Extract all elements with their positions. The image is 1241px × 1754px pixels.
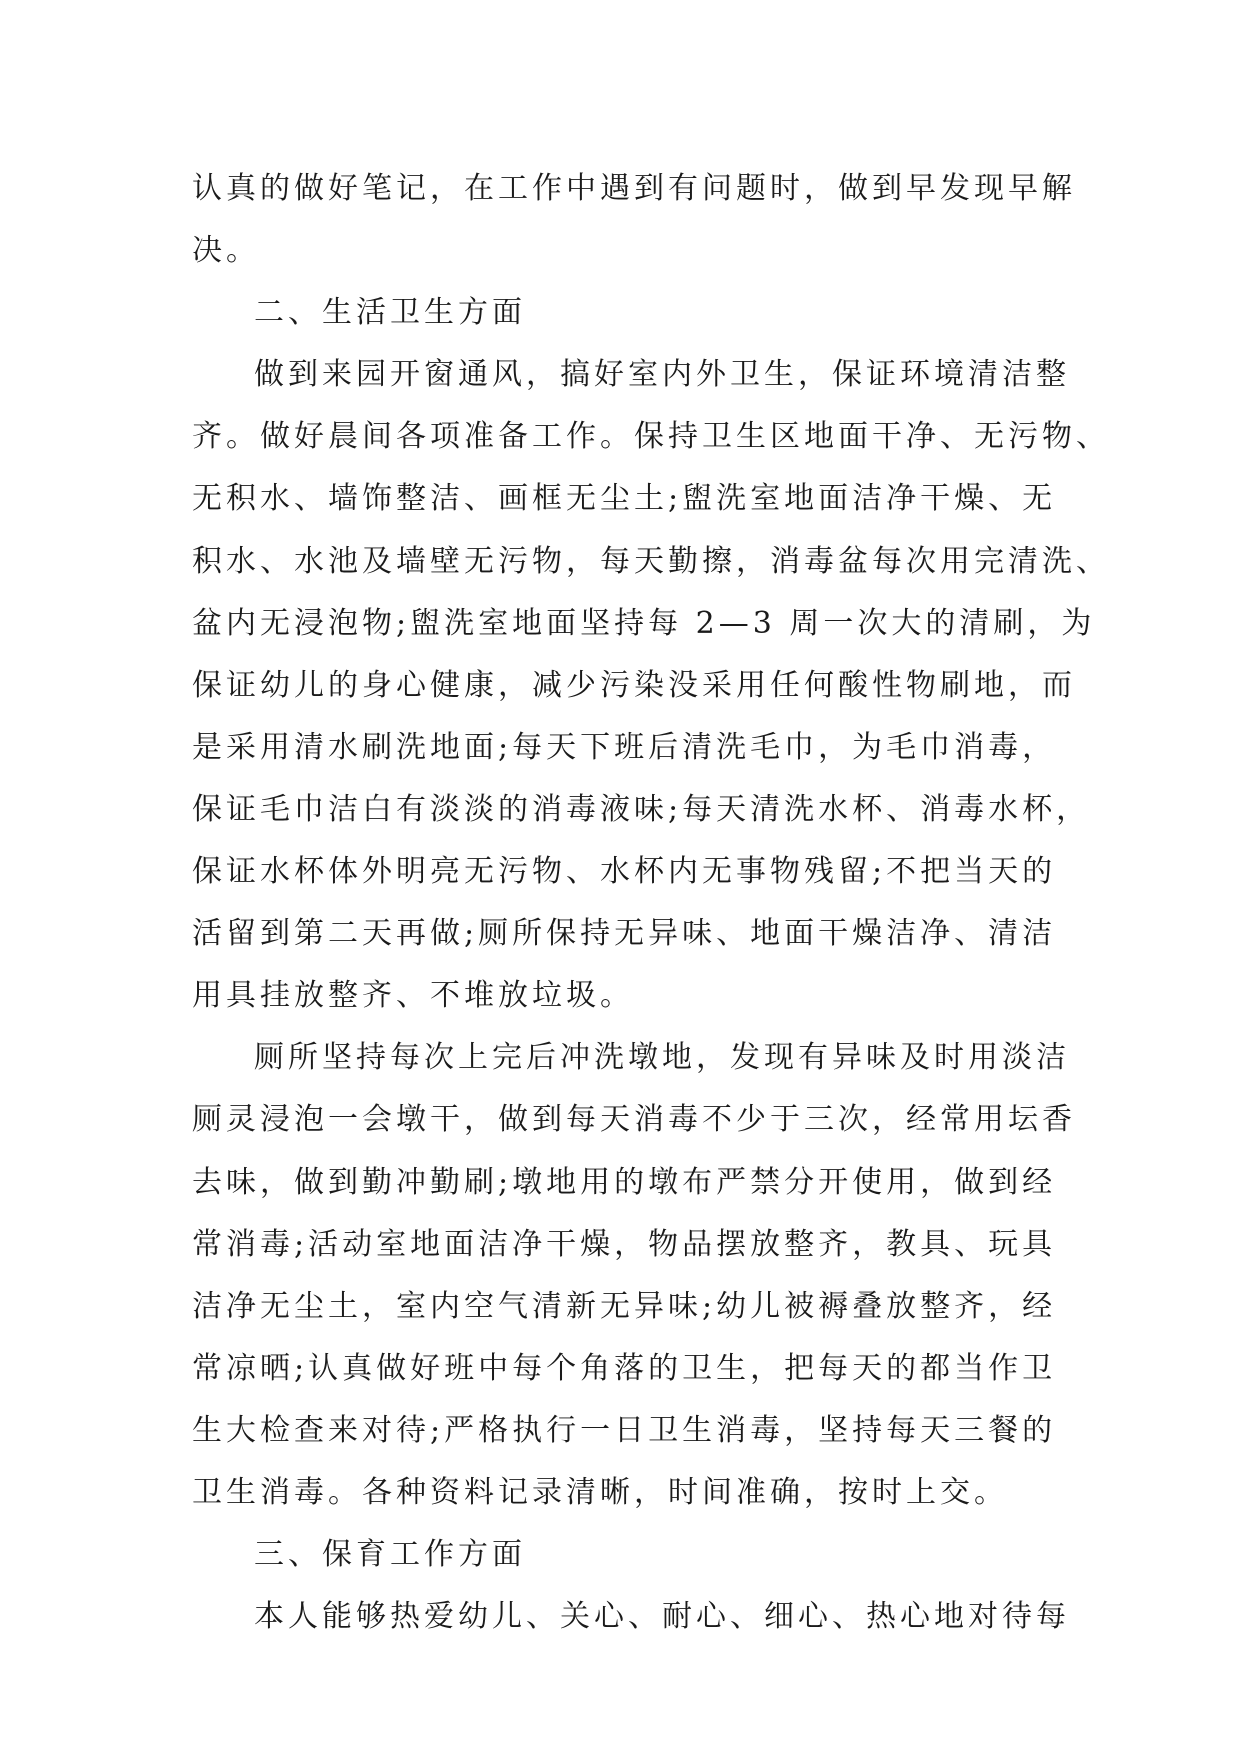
text-line: 用具挂放整齐、不堆放垃圾。: [192, 978, 634, 1014]
paragraph-start-line: 三、保育工作方面: [254, 1537, 526, 1573]
paragraph-start-line: 本人能够热爱幼儿、关心、耐心、细心、热心地对待每: [254, 1599, 1070, 1635]
text-line: 盆内无浸泡物;盥洗室地面坚持每 2—3 周一次大的清刷，为: [192, 605, 1096, 641]
text-line: 常消毒;活动室地面洁净干燥，物品摆放整齐，教具、玩具: [192, 1226, 1057, 1262]
document-body: [192, 158, 1110, 1648]
text-line: 去味，做到勤冲勤刷;墩地用的墩布严禁分开使用，做到经: [192, 1164, 1057, 1200]
paragraph-start-line: 厕所坚持每次上完后冲洗墩地，发现有异味及时用淡洁: [254, 1040, 1070, 1076]
paragraph-start-line: 二、生活卫生方面: [254, 295, 526, 331]
text-line: 认真的做好笔记，在工作中遇到有问题时，做到早发现早解: [192, 171, 1076, 206]
text-line: 活留到第二天再做;厕所保持无异味、地面干燥洁净、清洁: [192, 916, 1057, 952]
text-line: 常凉晒;认真做好班中每个角落的卫生，把每天的都当作卫: [192, 1350, 1057, 1386]
text-line: 保证幼儿的身心健康，减少污染没采用任何酸性物刷地，而: [192, 667, 1076, 703]
text-line: 决。: [192, 233, 260, 269]
text-line: 保证水杯体外明亮无污物、水杯内无事物残留;不把当天的: [192, 854, 1057, 890]
text-line: 积水、水池及墙壁无污物，每天勤擦，消毒盆每次用完清洗、: [192, 543, 1110, 579]
text-line: 厕灵浸泡一会墩干，做到每天消毒不少于三次，经常用坛香: [192, 1102, 1076, 1138]
text-line: 保证毛巾洁白有淡淡的消毒液味;每天清洗水杯、消毒水杯，: [192, 791, 1091, 827]
text-line: 齐。做好晨间各项准备工作。保持卫生区地面干净、无污物、: [192, 419, 1110, 455]
text-line: 是采用清水刷洗地面;每天下班后清洗毛巾，为毛巾消毒，: [192, 729, 1057, 765]
text-line: 洁净无尘土，室内空气清新无异味;幼儿被褥叠放整齐，经: [192, 1288, 1057, 1324]
text-line: 卫生消毒。各种资料记录清晰，时间准确，按时上交。: [192, 1474, 1008, 1510]
text-line: 无积水、墙饰整洁、画框无尘土;盥洗室地面洁净干燥、无: [192, 481, 1057, 517]
text-line: 生大检查来对待;严格执行一日卫生消毒，坚持每天三餐的: [192, 1412, 1057, 1448]
paragraph-start-line: 做到来园开窗通风，搞好室内外卫生，保证环境清洁整: [254, 357, 1070, 393]
